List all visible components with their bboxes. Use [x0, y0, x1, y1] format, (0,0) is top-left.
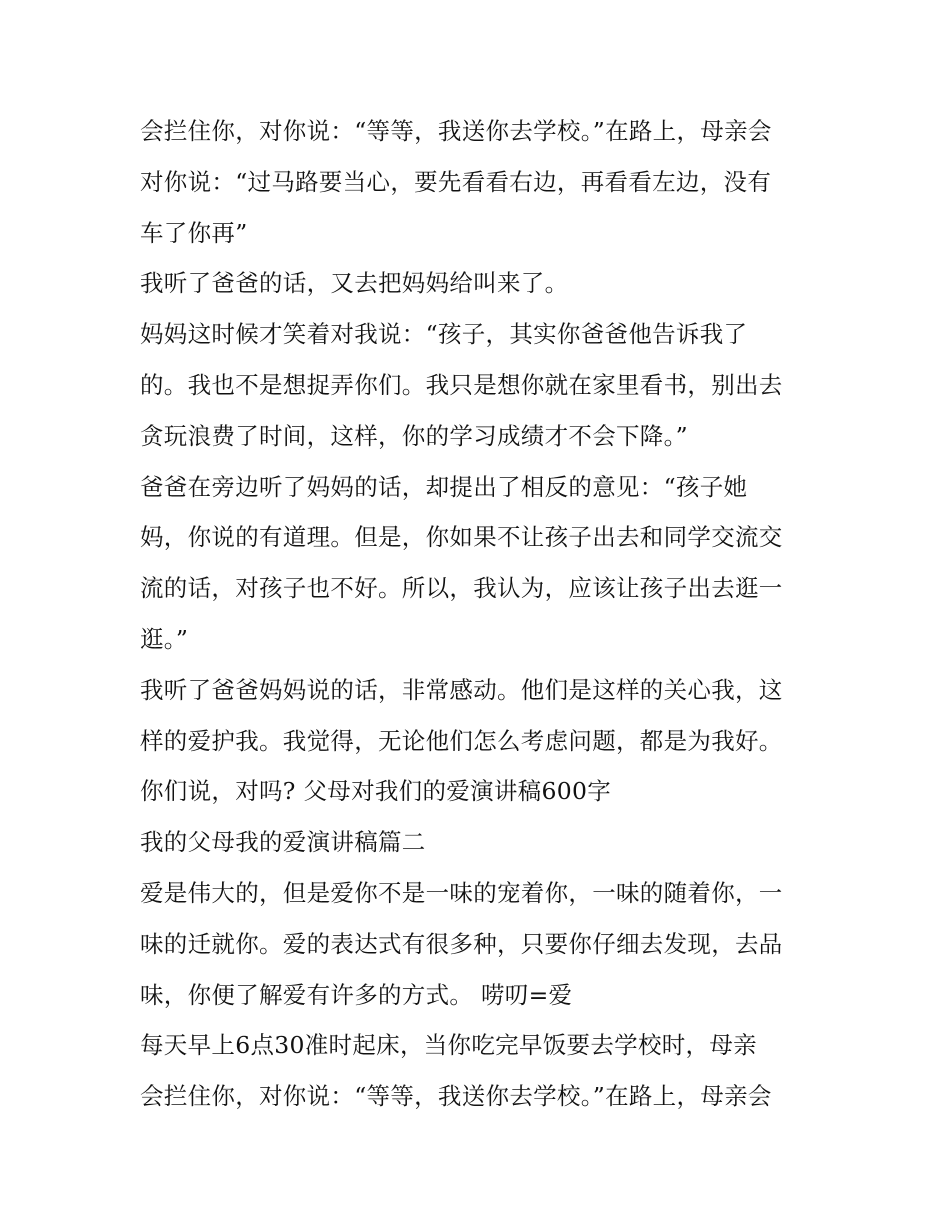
text-line: 流的话，对孩子也不好。所以，我认为，应该让孩子出去逛一 — [140, 574, 783, 603]
document-body — [140, 106, 820, 1122]
text-line: 贪玩浪费了时间，这样，你的学习成绩才不会下降。” — [140, 421, 688, 450]
text-line: 对你说：“过马路要当心，要先看看右边，再看看左边，没有 — [140, 167, 772, 196]
text-line: 爱是伟大的，但是爱你不是一味的宠着你，一味的随着你，一 — [140, 878, 783, 907]
text-line: 你们说，对吗? 父母对我们的爱演讲稿600字 — [140, 777, 612, 806]
text-line: 逛。” — [140, 624, 189, 653]
text-line: 味的迁就你。爱的表达式有很多种，只要你仔细去发现，去品 — [140, 929, 783, 958]
section-heading: 我的父母我的爱演讲稿篇二 — [140, 828, 426, 857]
text-line: 会拦住你，对你说：“等等，我送你去学校。”在路上，母亲会 — [140, 117, 772, 145]
text-line: 车了你再” — [140, 218, 248, 247]
text-line: 我听了爸爸的话，又去把妈妈给叫来了。 — [140, 269, 569, 298]
text-line: 的。我也不是想捉弄你们。我只是想你就在家里看书，别出去 — [140, 370, 783, 399]
text-line: 味，你便了解爱有许多的方式。 唠叨=爱 — [140, 980, 573, 1009]
text-line: 妈，你说的有道理。但是，你如果不让孩子出去和同学交流交 — [140, 523, 783, 552]
text-line: 会拦住你，对你说：“等等，我送你去学校。”在路上，母亲会 — [140, 1082, 772, 1111]
text-line: 我听了爸爸妈妈说的话，非常感动。他们是这样的关心我，这 — [140, 675, 783, 704]
text-line: 样的爱护我。我觉得，无论他们怎么考虑问题，都是为我好。 — [140, 726, 783, 755]
text-line: 每天早上6点30准时起床，当你吃完早饭要去学校时，母亲 — [140, 1031, 757, 1060]
text-line: 爸爸在旁边听了妈妈的话，却提出了相反的意见：“孩子她 — [140, 472, 748, 501]
text-line: 妈妈这时候才笑着对我说：“孩子，其实你爸爸他告诉我了 — [140, 320, 748, 349]
